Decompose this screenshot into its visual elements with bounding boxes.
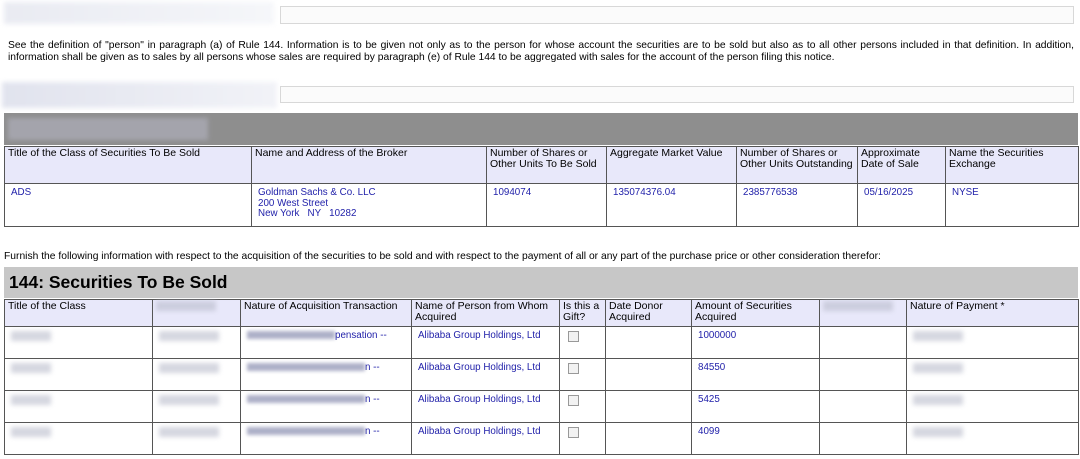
redacted-text <box>11 395 51 405</box>
table-row <box>5 184 1079 227</box>
cell-date-donor <box>606 359 692 391</box>
cell-gift <box>560 359 606 391</box>
gift-checkbox[interactable] <box>568 427 579 438</box>
gift-checkbox[interactable] <box>568 363 579 374</box>
cell-redacted <box>153 327 241 359</box>
cell-redacted-2 <box>820 423 907 455</box>
col-header-date-of-sale: Approximate Date of Sale <box>858 147 946 184</box>
cell-broker <box>252 184 487 227</box>
redacted-text <box>913 331 963 341</box>
cell-redacted-2 <box>820 327 907 359</box>
redacted-text <box>247 331 335 339</box>
cell-shares: 1094074 <box>487 184 607 227</box>
cell-person: Alibaba Group Holdings, Ltd <box>412 423 560 455</box>
col-header-shares: Number of Shares or Other Units To Be Sold <box>487 147 607 184</box>
cell-amount: 5425 <box>692 391 820 423</box>
cell-date-donor <box>606 327 692 359</box>
cell-date-of-sale: 05/16/2025 <box>858 184 946 227</box>
cell-gift <box>560 423 606 455</box>
col-header-exchange: Name the Securities Exchange <box>946 147 1079 184</box>
cell-nature-payment <box>907 423 1079 455</box>
redacted-text <box>913 363 963 373</box>
cell-nature-acq: n -- <box>241 391 412 423</box>
col-header-amount: Amount of Securities Acquired <box>692 300 820 327</box>
cell-amount: 84550 <box>692 359 820 391</box>
redacted-text <box>913 395 963 405</box>
col-header-redacted <box>153 300 241 327</box>
cell-title-class <box>5 327 153 359</box>
col-header-market-value: Aggregate Market Value <box>607 147 737 184</box>
redacted-section-title <box>8 118 208 140</box>
redacted-text <box>156 301 216 311</box>
redacted-text <box>159 331 219 341</box>
redacted-text <box>11 331 51 341</box>
cell-person: Alibaba Group Holdings, Ltd <box>412 391 560 423</box>
broker-street: 200 West Street <box>258 197 329 209</box>
cell-market-value: 135074376.04 <box>607 184 737 227</box>
definition-note: See the definition of "person" in paragraph (a) of Rule 144. Information is to be given not only as to the person for whose account the securities are to be sold but also as to all other persons included in that definition. In addition, information shall be given as to sales by all persons whose sales are required by paragraph (e) of Rule 144 to be aggregated with sales for the account of the person filing this notice. <box>8 40 1074 63</box>
cell-amount: 1000000 <box>692 327 820 359</box>
col-header-broker: Name and Address of the Broker <box>252 147 487 184</box>
col-header-outstanding: Number of Shares or Other Units Outstanding <box>737 147 858 184</box>
col-header-date-donor: Date Donor Acquired <box>606 300 692 327</box>
col-header-nature-acq: Nature of Acquisition Transaction <box>241 300 412 327</box>
section-title-bar <box>4 267 1078 298</box>
cell-redacted <box>153 359 241 391</box>
broker-name: Goldman Sachs & Co. LLC <box>258 187 376 198</box>
table-row <box>5 391 1079 423</box>
acq-table-header-row <box>5 300 1079 327</box>
cell-person: Alibaba Group Holdings, Ltd <box>412 327 560 359</box>
acquisition-table <box>4 299 1079 455</box>
col-header-gift: Is this a Gift? <box>560 300 606 327</box>
cell-redacted <box>153 423 241 455</box>
cell-date-donor <box>606 423 692 455</box>
cell-nature-acq: n -- <box>241 359 412 391</box>
broker-table <box>4 146 1079 227</box>
cell-date-donor <box>606 391 692 423</box>
cell-nature-payment <box>907 327 1079 359</box>
cell-nature-payment <box>907 391 1079 423</box>
redacted-text <box>159 395 219 405</box>
redacted-text <box>247 395 365 403</box>
cell-outstanding: 2385776538 <box>737 184 858 227</box>
col-header-nature-payment: Nature of Payment * <box>907 300 1079 327</box>
mid-field-strip <box>280 86 1074 103</box>
cell-nature-acq: n -- <box>241 423 412 455</box>
cell-exchange: NYSE <box>946 184 1079 227</box>
col-header-title-class: Title of the Class of Securities To Be Sold <box>5 147 252 184</box>
redacted-text <box>11 363 51 373</box>
cell-title-class <box>5 359 153 391</box>
col-header-redacted-2 <box>820 300 907 327</box>
redacted-text <box>159 363 219 373</box>
redacted-text <box>823 301 893 311</box>
table-row <box>5 327 1079 359</box>
cell-person: Alibaba Group Holdings, Ltd <box>412 359 560 391</box>
section-title: 144: Securities To Be Sold <box>9 272 228 292</box>
furnish-note: Furnish the following information with respect to the acquisition of the securities to be sold and with respect to the payment of all or any part of the purchase price or other consideration therefor: <box>4 251 881 262</box>
redacted-text <box>247 363 365 371</box>
redacted-text <box>159 427 219 437</box>
broker-city: New York NY 10282 <box>258 208 357 219</box>
gift-checkbox[interactable] <box>568 395 579 406</box>
col-header-person: Name of Person from Whom Acquired <box>412 300 560 327</box>
cell-title-class <box>5 423 153 455</box>
cell-redacted <box>153 391 241 423</box>
redacted-text <box>247 427 365 435</box>
cell-title-class: ADS <box>5 184 252 227</box>
col-header-title-class: Title of the Class <box>5 300 153 327</box>
cell-nature-payment <box>907 359 1079 391</box>
cell-redacted-2 <box>820 391 907 423</box>
redacted-label-left <box>2 82 277 108</box>
cell-gift <box>560 327 606 359</box>
redacted-header-left <box>4 2 274 24</box>
table-row <box>5 423 1079 455</box>
cell-redacted-2 <box>820 359 907 391</box>
redacted-text <box>11 427 51 437</box>
broker-table-header-row <box>5 147 1079 184</box>
table-row <box>5 359 1079 391</box>
cell-title-class <box>5 391 153 423</box>
header-field-strip <box>280 6 1074 24</box>
cell-nature-acq: pensation -- <box>241 327 412 359</box>
redacted-text <box>913 427 963 437</box>
cell-gift <box>560 391 606 423</box>
cell-amount: 4099 <box>692 423 820 455</box>
gift-checkbox[interactable] <box>568 331 579 342</box>
